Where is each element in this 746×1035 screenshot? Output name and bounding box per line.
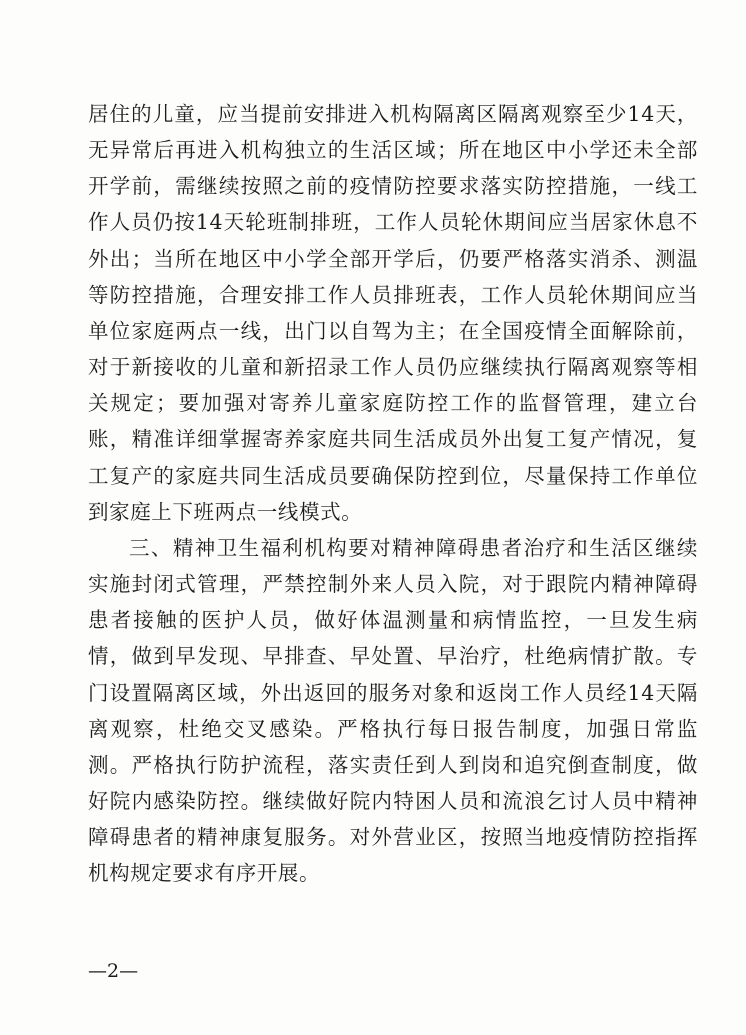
body-text	[88, 96, 698, 891]
paragraph-continuation: 居住的儿童，应当提前安排进入机构隔离区隔离观察至少14天，无异常后再进入机构独立的生活区域；所在地区中小学还未全部开学前，需继续按照之前的疫情防控要求落实防控措施，一线工作人员仍按14天轮班制排班，工作人员轮休期间应当居家休息不外出；当所在地区中小学全部开学后，仍要严格落实消杀、测温等防控措施，合理安排工作人员排班表，工作人员轮休期间应当单位家庭两点一线，出门以自驾为主；在全国疫情全面解除前，对于新接收的儿童和新招录工作人员仍应继续执行隔离观察等相关规定；要加强对寄养儿童家庭防控工作的监督管理，建立台账，精准详细掌握寄养家庭共同生活成员外出复工复产情况，复工复产的家庭共同生活成员要确保防控到位，尽量保持工作单位到家庭上下班两点一线模式。	[88, 102, 698, 524]
paragraph-section-three: 三、精神卫生福利机构要对精神障碍患者治疗和生活区继续实施封闭式管理，严禁控制外来人员入院，对于跟院内精神障碍患者接触的医护人员，做好体温测量和病情监控，一旦发生病情，做到早发现、早排查、早处置、早治疗，杜绝病情扩散。专门设置隔离区域，外出返回的服务对象和返岗工作人员经14天隔离观察，杜绝交叉感染。严格执行每日报告制度，加强日常监测。严格执行防护流程，落实责任到人到岗和追究倒查制度，做好院内感染防控。继续做好院内特困人员和流浪乞讨人员中精神障碍患者的精神康复服务。对外营业区，按照当地疫情防控指挥机构规定要求有序开展。	[88, 535, 698, 886]
page-number: —2—	[88, 960, 139, 982]
